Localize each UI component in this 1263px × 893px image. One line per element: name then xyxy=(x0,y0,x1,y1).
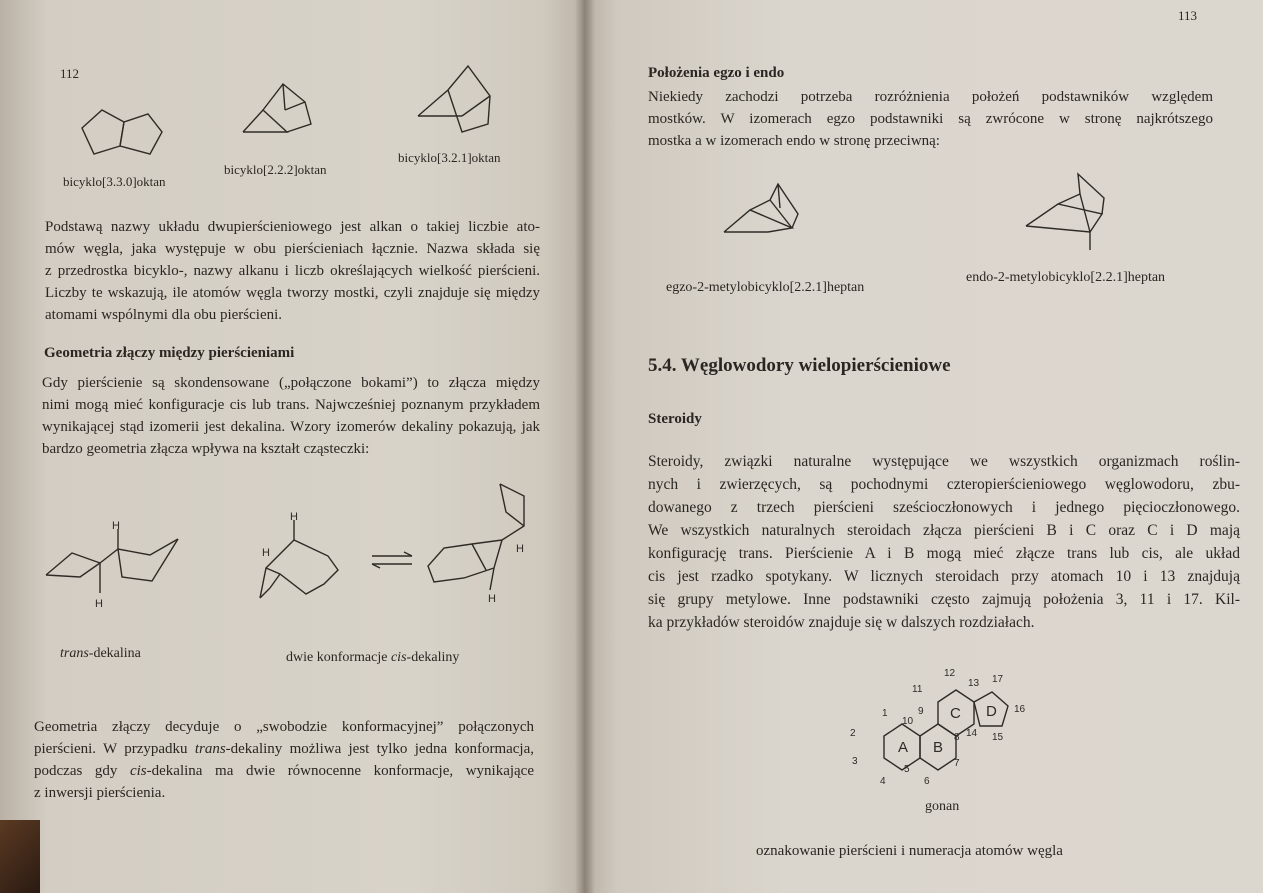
label-bicyclo-222: bicyklo[2.2.2]oktan xyxy=(224,162,327,177)
atom-number: 1 xyxy=(882,708,888,719)
text-line: Podstawą nazwy układu dwupierścieniowego jest alkan o takiej liczbie ato- xyxy=(45,219,540,235)
atom-number: 8 xyxy=(954,732,960,743)
text-line: z inwersji pierścienia. xyxy=(34,785,166,801)
caption-cis-rest: -dekaliny xyxy=(406,650,460,665)
caption-trans-decalin xyxy=(60,644,141,663)
text-line: się grupy metylowe. Inne podstawniki często zajmują położenia 3, 11 i 17. Kil- xyxy=(648,591,1240,608)
text-line: Niekiedy zachodzi potrzeba rozróżnienia położeń podstawników względem xyxy=(648,89,1213,105)
table-corner xyxy=(0,820,40,893)
hydrogen-label: H xyxy=(95,598,103,610)
caption-trans-prefix: trans xyxy=(60,646,89,661)
right-heading-exo-endo: Położenia egzo i endo xyxy=(648,65,785,81)
atom-number: 12 xyxy=(944,668,956,679)
atom-number: 3 xyxy=(852,756,858,767)
text-line: bardzo geometria złącza wpływa na kształt cząsteczki: xyxy=(42,441,370,457)
text-line xyxy=(34,760,534,782)
text-line: We wszystkich naturalnych steroidach złącza pierścieni B i C oraz C i D mają xyxy=(648,522,1240,539)
label-bicyclo-330: bicyklo[3.3.0]oktan xyxy=(63,174,166,189)
right-page-number: 113 xyxy=(1178,8,1198,23)
text-fragment: podczas gdy xyxy=(34,763,130,779)
hydrogen-label: H xyxy=(516,543,524,555)
cis-decalin-conformation-2 xyxy=(420,478,540,608)
text-line: Geometria złączy decyduje o „swobodzie konformacyjnej” połączonych xyxy=(34,719,534,735)
ring-label-c: C xyxy=(950,705,961,722)
atom-number: 2 xyxy=(850,728,856,739)
text-line: wynikającej stąd izomerii jest dekalina. Wzory izomerów dekaliny pokazują, jak xyxy=(42,419,540,435)
ring-label-b: B xyxy=(933,739,944,756)
trans-decalin-structure xyxy=(40,515,190,615)
ring-label-a: A xyxy=(898,739,909,756)
atom-number: 11 xyxy=(912,684,923,695)
right-paragraph-1 xyxy=(648,86,1213,152)
text-line: cis jest rzadko spotykany. W licznych steroidach przy atomach 10 i 13 znajdują xyxy=(648,568,1240,585)
atom-number: 4 xyxy=(880,776,886,787)
text-fragment: -dekalina ma dwie równocenne konformacje, wynikające xyxy=(146,763,535,779)
left-page-number: 112 xyxy=(60,66,80,81)
bicyclo-222-octane-structure xyxy=(235,80,325,150)
left-paragraph-1 xyxy=(45,216,540,326)
atom-number: 7 xyxy=(954,758,960,769)
text-line: konfigurację trans. Pierścienie A i B mogą mieć złącze trans lub cis, ale układ xyxy=(648,545,1240,562)
ring-label-d: D xyxy=(986,703,997,720)
text-line xyxy=(34,738,534,760)
atom-number: 17 xyxy=(992,674,1004,685)
book-gutter xyxy=(575,0,595,893)
equilibrium-arrows xyxy=(368,550,418,570)
gonane-structure xyxy=(840,660,1040,800)
bicyclo-321-octane-structure xyxy=(410,62,510,142)
text-line: dowanego z trzech pierścieni sześcioczłonowych i jednego pięcioczłonowego. xyxy=(648,499,1240,516)
endo-methylbicycloheptane-structure xyxy=(1018,170,1118,255)
text-line: nych i zwierzęcych, są pochodnymi czteropierścieniowego węglowodoru, zbu- xyxy=(648,476,1240,493)
text-line: atomami wspólnymi dla obu pierścieni. xyxy=(45,307,283,323)
caption-trans-rest: -dekalina xyxy=(88,646,141,661)
hydrogen-label: H xyxy=(290,511,298,523)
text-line: nimi mogą mieć konfiguracje cis lub trans. Najwcześniej poznanym przykładem xyxy=(42,397,540,413)
text-line: z przedrostka bicyklo-, nazwy alkanu i liczb określających wielkość pierścieni. xyxy=(45,263,540,279)
label-endo: endo-2-metylobicyklo[2.2.1]heptan xyxy=(966,270,1166,285)
text-emphasis: trans xyxy=(194,741,226,757)
text-line: Gdy pierścienie są skondensowane („połączone bokami”) to złącza między xyxy=(42,375,540,391)
left-paragraph-2 xyxy=(42,372,540,460)
text-fragment: -dekaliny możliwa jest tylko jedna konformacja, xyxy=(225,741,535,757)
atom-number: 5 xyxy=(904,764,910,775)
hydrogen-label: H xyxy=(488,593,496,605)
atom-number: 14 xyxy=(966,728,978,739)
section-title: 5.4. Węglowodory wielopierścieniowe xyxy=(648,355,951,376)
hydrogen-label: H xyxy=(112,520,120,532)
exo-methylbicycloheptane-structure xyxy=(716,178,816,248)
text-emphasis: cis xyxy=(129,763,147,779)
text-line: mostka a w izomerach endo w stronę przeciwną: xyxy=(648,133,940,149)
label-bicyclo-321: bicyklo[3.2.1]oktan xyxy=(398,150,501,165)
text-line: mostków. W izomerach egzo podstawniki są zwrócone w stronę najkrótszego xyxy=(648,111,1213,127)
atom-number: 9 xyxy=(918,706,924,717)
left-paragraph-3 xyxy=(34,716,534,804)
atom-number: 10 xyxy=(902,716,914,727)
hydrogen-label: H xyxy=(262,547,270,559)
caption-cis-em: cis xyxy=(390,650,407,665)
atom-number: 16 xyxy=(1014,704,1026,715)
subheading-steroids: Steroidy xyxy=(648,411,702,427)
atom-number: 6 xyxy=(924,776,930,787)
atom-number: 13 xyxy=(968,678,980,689)
bicyclo-330-octane-structure xyxy=(70,100,170,170)
label-exo: egzo-2-metylobicyklo[2.2.1]heptan xyxy=(666,280,865,295)
left-section-heading: Geometria złączy między pierścieniami xyxy=(44,345,295,361)
text-line: Liczby te wskazują, ile atomów węgla tworzy mostki, czyli znajduje się między xyxy=(45,285,540,301)
text-fragment: pierścieni. W przypadku xyxy=(34,741,195,757)
caption-cis-decalin xyxy=(286,648,459,667)
text-line: Steroidy, związki naturalne występujące we wszystkich organizmach roślin- xyxy=(648,453,1240,470)
right-paragraph-2 xyxy=(648,450,1240,634)
label-gonan: gonan xyxy=(925,799,960,814)
caption-cis-prefix: dwie konformacje xyxy=(286,650,391,665)
atom-number: 15 xyxy=(992,732,1004,743)
text-line: mów węgla, jaka występuje w obu pierścieniach łącznie. Nazwa składa się xyxy=(45,241,540,257)
caption-gonan: oznakowanie pierścieni i numeracja atomów węgla xyxy=(756,843,1063,859)
cis-decalin-conformation-1 xyxy=(240,508,360,618)
text-line: ka przykładów steroidów znajduje się w dalszych rozdziałach. xyxy=(648,614,1035,631)
